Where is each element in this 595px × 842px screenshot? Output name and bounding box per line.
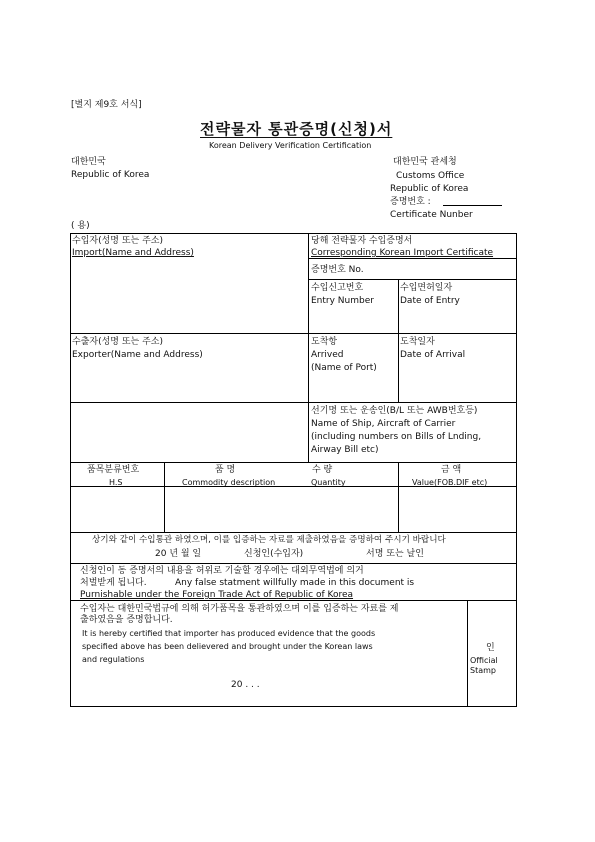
ship-label-en2: (including numbers on Bills of Lnding, <box>311 432 482 442</box>
page-title: 전략물자 통관증명(신청)서 <box>200 120 393 138</box>
right-header-customs-ko: 대한민국 관세청 <box>393 157 457 167</box>
usage-label: ( 용) <box>71 221 90 231</box>
certify-en3: and regulations <box>82 655 145 664</box>
importer-label-en: Import(Name and Address) <box>72 248 194 258</box>
port-label-en1: Arrived <box>311 350 344 360</box>
exporter-label-ko: 수출자(성명 또는 주소) <box>72 337 163 347</box>
desc-field[interactable] <box>165 487 307 531</box>
certify-ko2: 출하였음을 증명합니다. <box>80 615 173 625</box>
left-header-country-ko: 대한민국 <box>71 157 106 167</box>
warning-ko2: 처벌받게 됩니다. <box>80 578 147 588</box>
entry-number-label-en: Entry Number <box>311 296 374 306</box>
arrival-date-label-ko: 도착일자 <box>400 337 435 347</box>
declaration-sign: 서명 또는 날인 <box>366 549 424 559</box>
importer-field[interactable] <box>71 260 307 332</box>
port-label-en2: (Name of Port) <box>311 363 377 373</box>
entry-number-label-ko: 수입신고번호 <box>311 283 364 293</box>
hs-header-en: H.S <box>109 478 123 486</box>
corresponding-cert-label-en: Corresponding Korean Import Certificate <box>311 248 494 258</box>
ship-label-ko: 선기명 또는 운송인(B/L 또는 AWB번호등) <box>311 406 478 416</box>
right-header-country-en: Republic of Korea <box>390 184 469 194</box>
arrival-date-label-en: Date of Arrival <box>400 350 466 360</box>
amt-field[interactable] <box>399 487 515 531</box>
qty-field[interactable] <box>309 487 397 531</box>
stamp-label-en1: Official <box>470 656 498 665</box>
left-header-country-en: Republic of Korea <box>71 170 150 180</box>
ship-label-en3: Airway Bill etc) <box>311 445 379 455</box>
desc-header-ko: 품 명 <box>215 465 236 475</box>
qty-header-ko: 수 량 <box>312 465 333 475</box>
port-label-ko: 도착항 <box>311 337 338 347</box>
warning-en2: Purnishable under the Foreign Trade Act of Republic of Korea <box>80 590 354 600</box>
amt-header-ko: 금 액 <box>441 465 462 475</box>
corresponding-cert-label-ko: 당해 전략물자 수입증명서 <box>311 236 413 246</box>
date-of-entry-label-ko: 수입면허일자 <box>400 283 453 293</box>
declaration-date: 20 년 월 일 <box>155 549 202 559</box>
certify-date: 20 . . . <box>231 680 260 690</box>
hs-field[interactable] <box>71 487 163 531</box>
qty-header-en: Quantity <box>311 478 346 486</box>
page-subtitle: Korean Delivery Verification Certification <box>209 141 372 150</box>
stamp-label-ko: 인 <box>486 643 495 653</box>
right-header-customs-en: Customs Office <box>396 171 465 181</box>
cert-number-label: 증명번호 No. <box>311 265 364 275</box>
cert-no-label: 증명번호 : <box>390 197 431 207</box>
exporter-field[interactable] <box>71 362 307 461</box>
official-stamp-area[interactable] <box>468 601 515 705</box>
cert-no-label-en: Certificate Nunber <box>390 210 473 220</box>
form-reference: [별지 제9호 서식] <box>71 100 142 110</box>
certify-en1: It is hereby certified that importer has produced evidence that the goods <box>82 629 376 638</box>
ship-label-en1: Name of Ship, Aircraft of Carrier <box>311 419 456 429</box>
exporter-label-en: Exporter(Name and Address) <box>72 350 203 360</box>
stamp-label-en2: Stamp <box>470 666 496 675</box>
certify-ko1: 수입자는 대한민국법규에 의해 허가품목을 통관하였으며 이를 입증하는 자료를 제 <box>80 604 399 614</box>
hs-header-ko: 품목분류번호 <box>87 465 140 475</box>
declaration-text: 상기와 같이 수입통관 하였으며, 이를 입증하는 자료를 제출하였음을 증명하여 주시기 바랍니다 <box>92 535 446 545</box>
desc-header-en: Commodity description <box>182 478 276 486</box>
certify-en2: specified above has been delievered and brought under the Korean laws <box>82 642 373 651</box>
warning-en1: Any false statment willfully made in this document is <box>175 578 415 588</box>
cert-no-input-line[interactable] <box>443 205 502 206</box>
declaration-applicant: 신청인(수입자) <box>244 549 304 559</box>
amt-header-en: Value(FOB.DIF etc) <box>412 478 488 486</box>
warning-ko1: 신청인이 동 증명서의 내용을 허위로 기술할 경우에는 대외무역법에 의거 <box>80 566 364 576</box>
date-of-entry-label-en: Date of Entry <box>400 296 460 306</box>
importer-label-ko: 수입자(성명 또는 주소) <box>72 236 163 246</box>
